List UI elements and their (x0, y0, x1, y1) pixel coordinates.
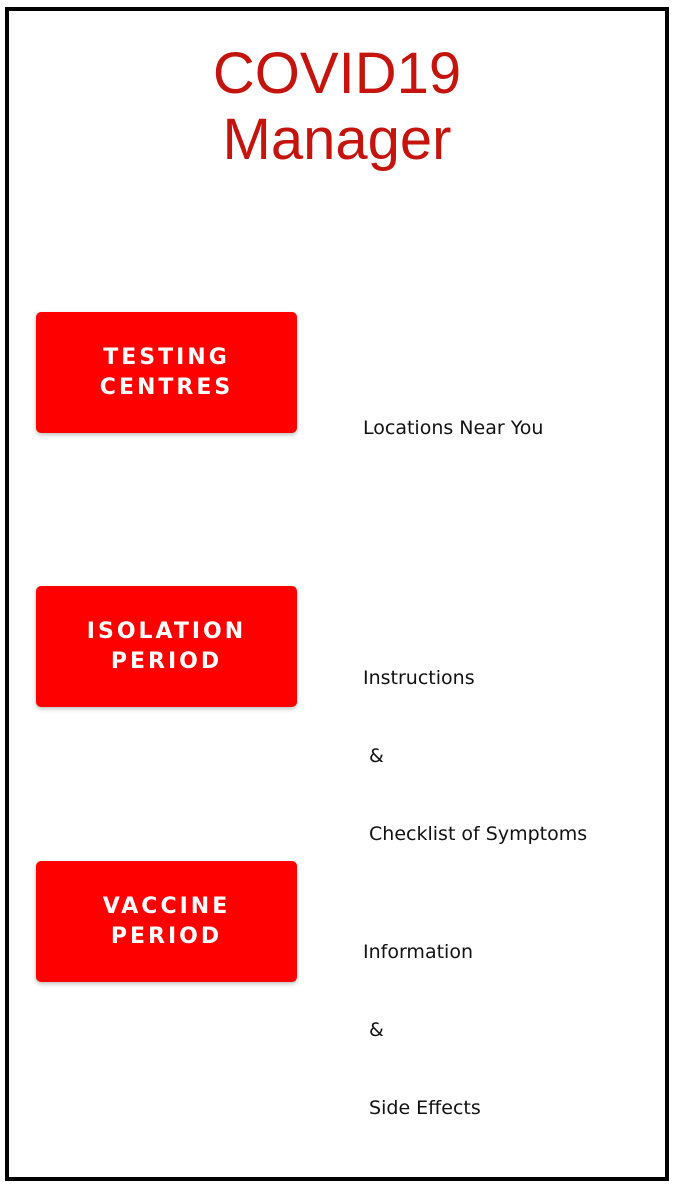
vaccine-period-button-label-line1: VACCINE (102, 893, 231, 919)
vaccine-description-line: Side Effects (363, 1097, 481, 1119)
isolation-period-description (363, 613, 587, 899)
isolation-period-button-label-line2: PERIOD (110, 648, 223, 674)
vaccine-description-line: & (363, 1019, 384, 1041)
isolation-description-line: & (363, 745, 384, 767)
app-title-line1: COVID19 (212, 41, 462, 106)
testing-centres-description (363, 363, 543, 493)
vaccine-period-button[interactable] (36, 861, 297, 982)
isolation-period-button-label-line1: ISOLATION (86, 618, 247, 644)
testing-centres-description-line: Locations Near You (363, 417, 544, 439)
isolation-description-line: Checklist of Symptoms (363, 823, 588, 845)
isolation-description-line: Instructions (363, 667, 475, 689)
app-frame (5, 7, 669, 1181)
testing-centres-button[interactable] (36, 312, 297, 433)
app-title (9, 41, 665, 173)
testing-centres-button-label-line2: CENTRES (99, 374, 234, 400)
testing-centres-button-label-line1: TESTING (103, 344, 230, 370)
isolation-period-button[interactable] (36, 586, 297, 707)
app-title-line2: Manager (222, 107, 452, 172)
vaccine-period-description (363, 887, 481, 1173)
vaccine-description-line: Information (363, 941, 473, 963)
vaccine-period-button-label-line2: PERIOD (110, 923, 223, 949)
